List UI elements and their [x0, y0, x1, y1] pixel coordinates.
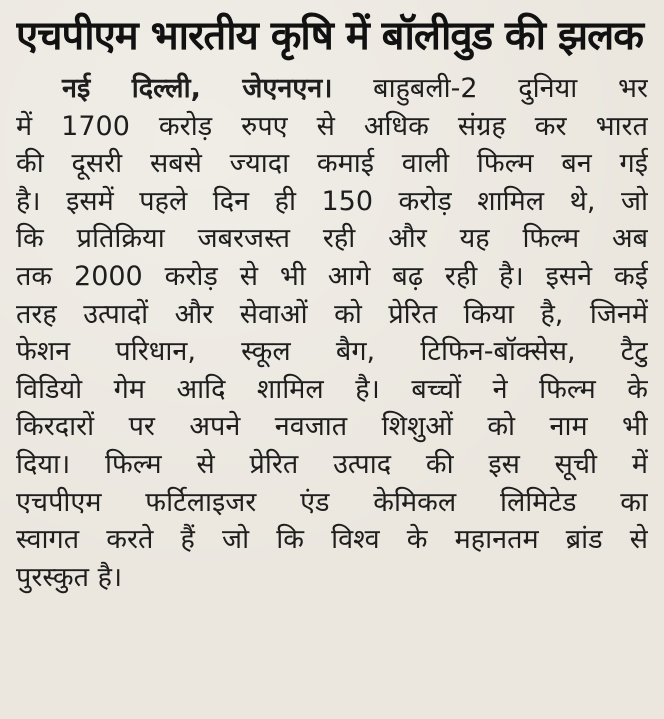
- body-line-7: तरह उत्पादों और सेवाओं को प्रेरित किया है, जिनमें: [16, 298, 648, 330]
- body-line-13: स्वागत करते हैं जो कि विश्व के महानतम ब्रांड से: [16, 524, 648, 556]
- headline: एचपीएम भारतीय कृषि में बॉलीवुड की झलक: [16, 13, 643, 59]
- body-line-14: पुरस्कुत है।: [16, 561, 123, 593]
- body-line-11: दिया। फिल्म से प्रेरित उत्पाद की इस सूची में: [16, 448, 648, 480]
- body-line-3: की दूसरी सबसे ज्यादा कमाई वाली फिल्म बन गई: [16, 148, 648, 180]
- body-line-12: एचपीएम फर्टिलाइजर एंड केमिकल लिमिटेड का: [16, 486, 648, 518]
- body-line-9: विडियो गेम आदि शामिल है। बच्चों ने फिल्म के: [16, 373, 648, 405]
- body-line-6: तक 2000 करोड़ से भी आगे बढ़ रही है। इसने कई: [16, 260, 648, 292]
- body-line-1-text: बाहुबली-2 दुनिया भर: [332, 73, 648, 104]
- body-line-2: में 1700 करोड़ रुपए से अधिक संग्रह कर भारत: [16, 110, 648, 142]
- article-body: [16, 70, 648, 596]
- body-line-8: फेशन परिधान, स्कूल बैग, टिफिन-बॉक्सेस, टैटु: [16, 336, 648, 368]
- body-line-10: किरदारों पर अपने नवजात शिशुओं को नाम भी: [16, 411, 648, 443]
- body-line-5: कि प्रतिक्रिया जबरजस्त रही और यह फिल्म अब: [16, 223, 648, 255]
- dateline: नई दिल्ली, जेएनएन।: [62, 73, 333, 104]
- body-line-1: [16, 70, 648, 108]
- body-line-4: है। इसमें पहले दिन ही 150 करोड़ शामिल थे, जो: [16, 185, 648, 217]
